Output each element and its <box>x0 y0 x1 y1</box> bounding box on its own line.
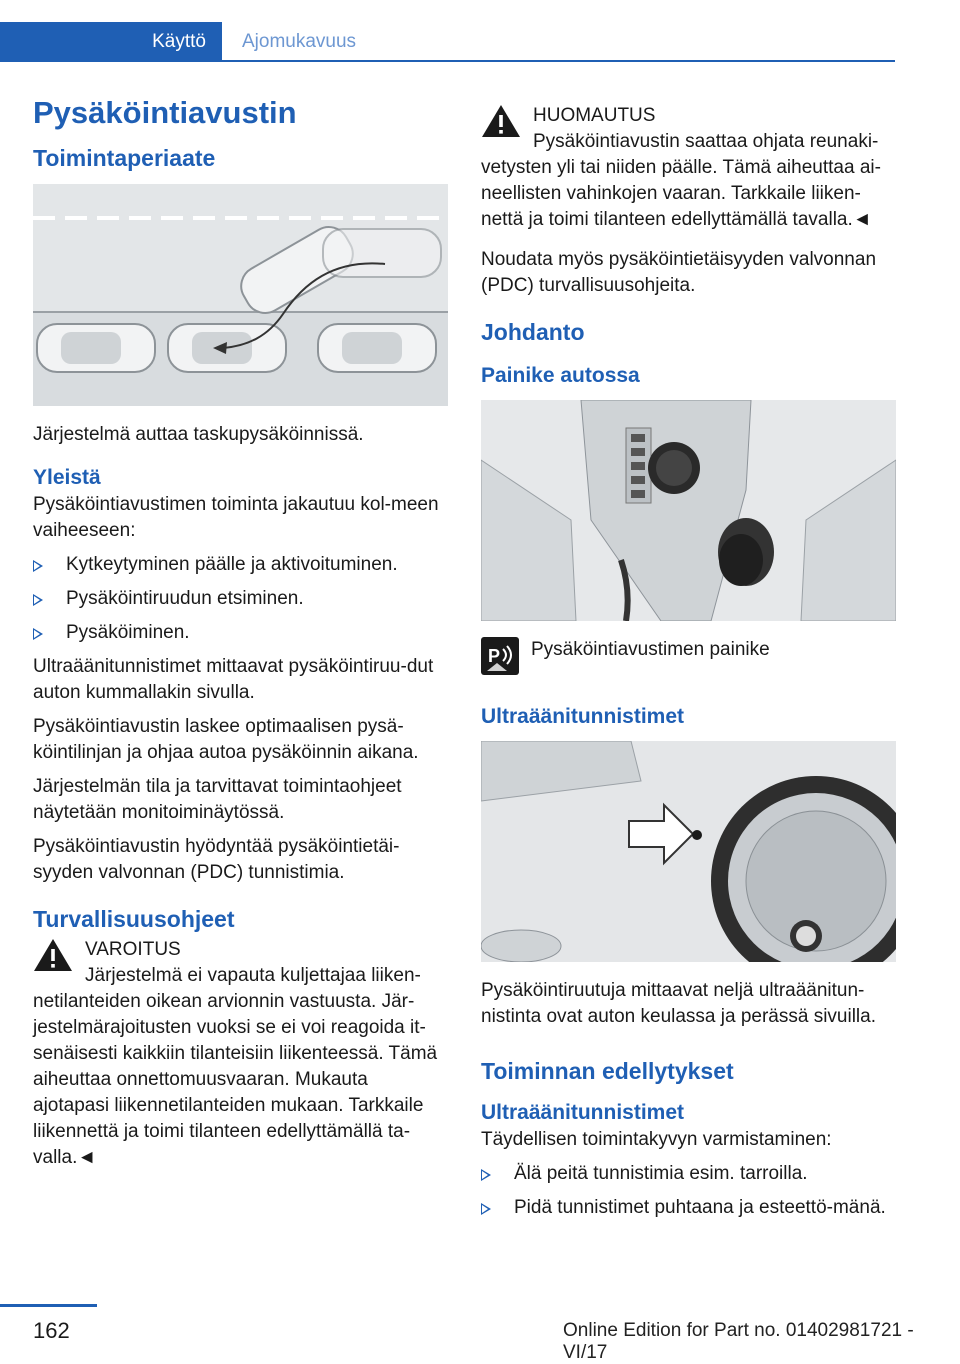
section-tabs <box>0 22 895 62</box>
button-caption: Pysäköintiavustimen painike <box>531 639 770 660</box>
sensors-text: Pysäköintiruutuja mittaavat neljä ultraäänitun-nistinta ovat auton keulassa ja perässä sivuilla. <box>481 980 877 1027</box>
list-item: Pidä tunnistimet puhtaana ja esteettö-mänä. <box>481 1195 896 1221</box>
section-heading-general: Yleistä <box>33 466 101 489</box>
page-number: 162 <box>33 1318 70 1343</box>
paragraph: Ultraäänitunnistimet mittaavat pysäköintiruu-dut auton kummallakin sivulla. <box>33 656 434 703</box>
diagram-caption: Järjestelmä auttaa taskupysäköinnissä. <box>33 424 364 445</box>
left-column <box>33 95 448 1181</box>
paragraph: Pysäköintiavustin hyödyntää pysäköintietäi-syyden valvonnan (PDC) tunnistimia. <box>33 836 400 883</box>
bullet-triangle-icon <box>481 1169 491 1181</box>
notice-title: HUOMAUTUS <box>533 105 656 126</box>
tab-kaytto[interactable]: Käyttö <box>0 22 222 62</box>
warning-text: Järjestelmä ei vapauta kuljettajaa liiken-netilanteiden oikean arvionnin vastuusta. Jär-jestelmärajoitusten vuoksi se ei voi reagoida it-senäisesti kaikkiin tilanteisiin liikenteessä. Tämä aiheuttaa onnettomuusvaaran. Mukauta ajotapasi liikennetilanteiden mukaan. Tarkkaile liikennettä ja toimi tilanteen edellyttämällä ta-valla.◄ <box>33 965 438 1168</box>
right-column <box>481 103 896 1229</box>
section-heading-safety: Turvallisuusohjeet <box>33 906 235 932</box>
park-assist-button-icon <box>481 637 519 675</box>
parking-diagram <box>33 184 448 406</box>
edition-text: Online Edition for Part no. 01402981721 - VI/17 <box>563 1320 914 1363</box>
paragraph: Järjestelmän tila ja tarvittavat toimintaohjeet näytetään monitoiminäytössä. <box>33 776 402 823</box>
bullet-triangle-icon <box>33 560 43 572</box>
list-item: Älä peitä tunnistimia esim. tarroilla. <box>481 1161 896 1187</box>
tab-ajomukavuus[interactable]: Ajomukavuus <box>242 31 357 52</box>
svg-text:P: P <box>488 646 501 666</box>
section-heading-intro: Johdanto <box>481 319 585 345</box>
phase-list <box>33 552 448 646</box>
bullet-triangle-icon <box>481 1203 491 1215</box>
req-intro: Täydellisen toimintakyvyn varmistaminen: <box>481 1129 832 1150</box>
center-console-illustration <box>481 400 896 621</box>
warning-title: VAROITUS <box>85 939 181 960</box>
page-title: Pysäköintiavustin <box>33 95 297 130</box>
warning-triangle-icon <box>481 103 521 139</box>
warning-block <box>33 937 448 1171</box>
warning-triangle-icon <box>33 937 73 973</box>
list-item: Pysäköintiruudun etsiminen. <box>33 586 448 612</box>
list-item: Pysäköiminen. <box>33 620 448 646</box>
button-console-image <box>481 400 896 621</box>
subheading-button: Painike autossa <box>481 364 640 387</box>
requirements-list <box>481 1161 896 1221</box>
subheading-req-sensors: Ultraäänitunnistimet <box>481 1101 685 1124</box>
tab-underline <box>222 60 895 62</box>
section-heading-principle: Toimintaperiaate <box>33 145 216 171</box>
footer-rule <box>0 1304 97 1307</box>
subheading-sensors: Ultraäänitunnistimet <box>481 705 685 728</box>
notice-text: Pysäköintiavustin saattaa ohjata reunaki-vetysten yli tai niiden päälle. Tämä aiheuttaa ai-neellisten vahinkojen vaaran. Tarkkaile liiken-nettä ja toimi tilanteen edellyttämällä tavalla.◄ <box>481 131 881 230</box>
pdc-note: Noudata myös pysäköintietäisyyden valvonnan (PDC) turvallisuusohjeita. <box>481 249 877 296</box>
button-caption-row <box>481 637 896 675</box>
bullet-triangle-icon <box>33 628 43 640</box>
section-heading-requirements: Toiminnan edellytykset <box>481 1058 734 1084</box>
paragraph: Pysäköintiavustin laskee optimaalisen pysä-köintilinjan ja ohjaa autoa pysäköinnin aikana. <box>33 716 419 763</box>
general-intro: Pysäköintiavustimen toiminta jakautuu kol-meen vaiheeseen: <box>33 494 439 541</box>
list-item: Kytkeytyminen päälle ja aktivoituminen. <box>33 552 448 578</box>
parking-diagram-image <box>33 184 448 406</box>
bullet-triangle-icon <box>33 594 43 606</box>
notice-block <box>481 103 896 233</box>
bumper-sensor-illustration <box>481 741 896 962</box>
sensor-location-image <box>481 741 896 962</box>
